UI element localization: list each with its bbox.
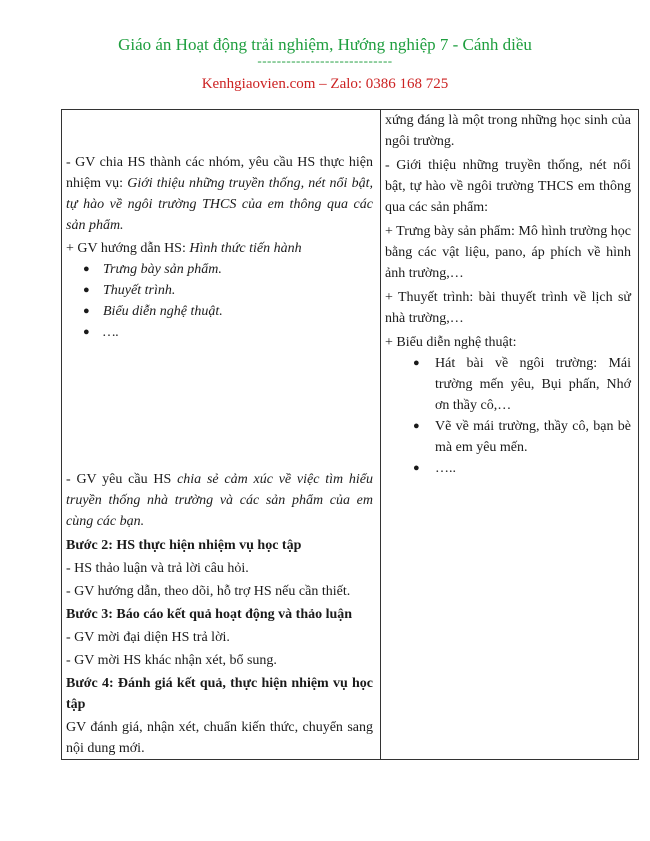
step-3-line: - GV mời HS khác nhận xét, bổ sung.	[66, 653, 277, 668]
format-list	[66, 259, 373, 343]
step-3-heading: Bước 3: Báo cáo kết quả hoạt động và thảo luận	[66, 607, 353, 622]
bullet-icon: ●	[83, 284, 90, 296]
continuation-paragraph: xứng đáng là một trong những học sinh của ngôi trường.	[385, 113, 631, 149]
list-item: ● Vẽ về mái trường, thầy cô, bạn bè mà em yêu mến.	[435, 416, 631, 458]
bullet-icon: ●	[413, 420, 420, 432]
bullet-icon: ●	[83, 263, 90, 275]
step-2-line: - HS thảo luận và trả lời câu hỏi.	[66, 561, 249, 576]
bullet-icon: ●	[83, 305, 90, 317]
bullet-icon: ●	[413, 357, 420, 369]
list-item: ● …..	[435, 458, 631, 479]
page-header	[0, 34, 650, 94]
list-item: ● Biểu diễn nghệ thuật.	[103, 301, 373, 322]
presentation-paragraph: + Thuyết trình: bài thuyết trình về lịch sử nhà trường,…	[385, 290, 631, 326]
list-item: ● Thuyết trình.	[103, 280, 373, 301]
performance-paragraph: + Biểu diễn nghệ thuật:	[385, 335, 517, 350]
intro-paragraph: - Giới thiệu những truyền thống, nét nổi bật, tự hào về ngôi trường THCS em thông qua các sản phẩm:	[385, 158, 631, 215]
teacher-activity-cell	[62, 110, 381, 760]
display-paragraph: + Trưng bày sản phẩm: Mô hình trường học bằng các vật liệu, pano, áp phích về hình ảnh trường,…	[385, 224, 631, 281]
document-title: Giáo án Hoạt động trải nghiệm, Hướng nghiệp 7 - Cánh diều	[118, 35, 532, 54]
list-item: ● ….	[103, 322, 373, 343]
list-item: ● Trưng bày sản phẩm.	[103, 259, 373, 280]
task-paragraph: - GV chia HS thành các nhóm, yêu cầu HS thực hiện nhiệm vụ: Giới thiệu những truyền thống, nét nổi bật, tự hào về ngôi trường THCS của em thông qua các sản phẩm.	[66, 155, 373, 233]
step-3-line: - GV mời đại diện HS trả lời.	[66, 630, 230, 645]
share-paragraph: - GV yêu cầu HS chia sẻ cảm xúc về việc tìm hiểu truyền thống nhà trường và các sản phẩm của em cùng các bạn.	[66, 472, 373, 529]
performance-list	[385, 353, 631, 479]
lesson-table	[61, 109, 639, 760]
site-contact: Kenhgiaovien.com – Zalo: 0386 168 725	[201, 76, 449, 92]
bullet-icon: ●	[83, 326, 90, 338]
guide-paragraph: + GV hướng dẫn HS: Hình thức tiến hành	[66, 241, 302, 256]
list-item: ● Hát bài về ngôi trường: Mái trường mến yêu, Bụi phấn, Nhớ ơn thầy cô,…	[435, 353, 631, 416]
bullet-icon: ●	[413, 462, 420, 474]
title-divider: ----------------------------	[257, 53, 393, 68]
step-4-heading: Bước 4: Đánh giá kết quả, thực hiện nhiệm vụ học tập	[66, 676, 373, 712]
step-4-line: GV đánh giá, nhận xét, chuẩn kiến thức, chuyển sang nội dung mới.	[66, 720, 373, 756]
step-2-line: - GV hướng dẫn, theo dõi, hỗ trợ HS nếu cần thiết.	[66, 584, 351, 599]
student-product-cell	[381, 110, 639, 760]
step-2-heading: Bước 2: HS thực hiện nhiệm vụ học tập	[66, 538, 302, 553]
